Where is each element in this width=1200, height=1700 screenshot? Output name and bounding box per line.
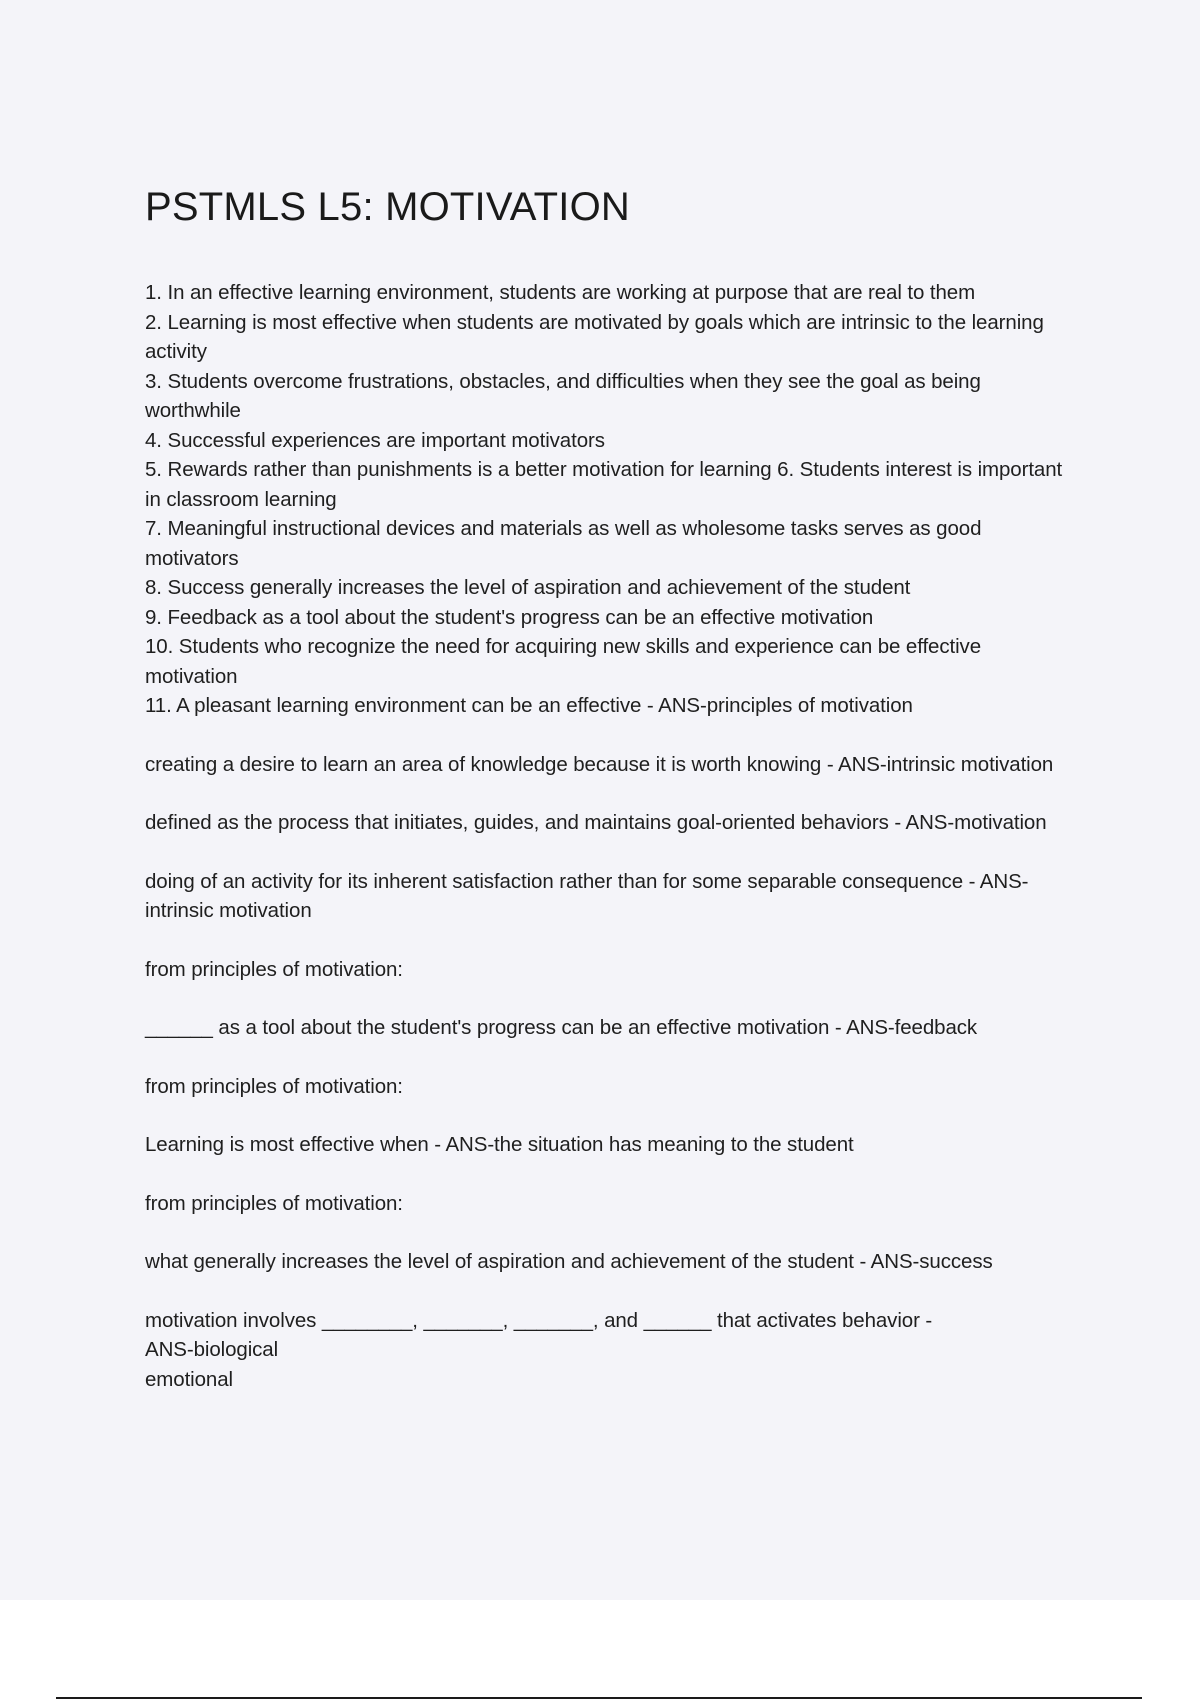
flashcard-text: ANS-biological bbox=[145, 1338, 279, 1361]
principle-item: 4. Successful experiences are important motivators bbox=[145, 428, 605, 452]
flashcard-text: Learning is most effective when - ANS-the situation has meaning to the student bbox=[145, 1133, 854, 1156]
flashcard-text: from principles of motivation: bbox=[145, 1191, 403, 1215]
flashcard-block bbox=[145, 955, 1075, 985]
flashcard-text: from principles of motivation: bbox=[145, 957, 403, 981]
flashcard-block bbox=[145, 1189, 1075, 1219]
flashcard-block bbox=[145, 750, 1075, 780]
flashcard-text: doing of an activity for its inherent satisfaction rather than for some separable consequence - ANS-intrinsic motivation bbox=[145, 869, 1029, 922]
flashcard-block bbox=[145, 1130, 1075, 1160]
flashcard-block bbox=[145, 808, 1075, 838]
principle-item: 9. Feedback as a tool about the student's progress can be an effective motivation bbox=[145, 605, 874, 629]
flashcard-text: motivation involves ________, _______, _______, and ______ that activates behavior - bbox=[145, 1308, 933, 1332]
principle-item: 3. Students overcome frustrations, obstacles, and difficulties when they see the goal as being worthwhile bbox=[145, 369, 981, 422]
flashcard-block bbox=[145, 1013, 1075, 1043]
principle-item: 8. Success generally increases the level of aspiration and achievement of the student bbox=[145, 576, 911, 599]
flashcard-text: emotional bbox=[145, 1367, 233, 1391]
document-content bbox=[145, 185, 1075, 1394]
principles-list bbox=[145, 278, 1075, 1394]
principle-item: 5. Rewards rather than punishments is a better motivation for learning 6. Students interest is important in classroom learning bbox=[145, 458, 1063, 511]
flashcard-text: ______ as a tool about the student's progress can be an effective motivation - ANS-feedback bbox=[145, 1016, 978, 1039]
principle-item: 2. Learning is most effective when students are motivated by goals which are intrinsic to the learning activity bbox=[145, 310, 1044, 363]
flashcard-text: what generally increases the level of aspiration and achievement of the student - ANS-success bbox=[145, 1250, 993, 1273]
flashcard-text: creating a desire to learn an area of knowledge because it is worth knowing - ANS-intrinsic motivation bbox=[145, 752, 1054, 776]
flashcard-text: defined as the process that initiates, guides, and maintains goal-oriented behaviors - ANS-motivation bbox=[145, 811, 1047, 834]
principle-item: 11. A pleasant learning environment can be an effective - ANS-principles of motivation bbox=[145, 694, 913, 717]
principle-item: 1. In an effective learning environment, students are working at purpose that are real to them bbox=[145, 281, 976, 304]
principle-item: 7. Meaningful instructional devices and materials as well as wholesome tasks serves as good motivators bbox=[145, 517, 982, 570]
flashcard-block bbox=[145, 1306, 1075, 1395]
flashcard-block bbox=[145, 867, 1075, 926]
footer-divider bbox=[56, 1697, 1142, 1699]
flashcard-block bbox=[145, 1072, 1075, 1102]
flashcard-text: from principles of motivation: bbox=[145, 1074, 403, 1098]
page-title: PSTMLS L5: MOTIVATION bbox=[145, 185, 631, 229]
flashcard-block bbox=[145, 1247, 1075, 1277]
principle-item: 10. Students who recognize the need for acquiring new skills and experience can be effective motivation bbox=[145, 635, 982, 688]
